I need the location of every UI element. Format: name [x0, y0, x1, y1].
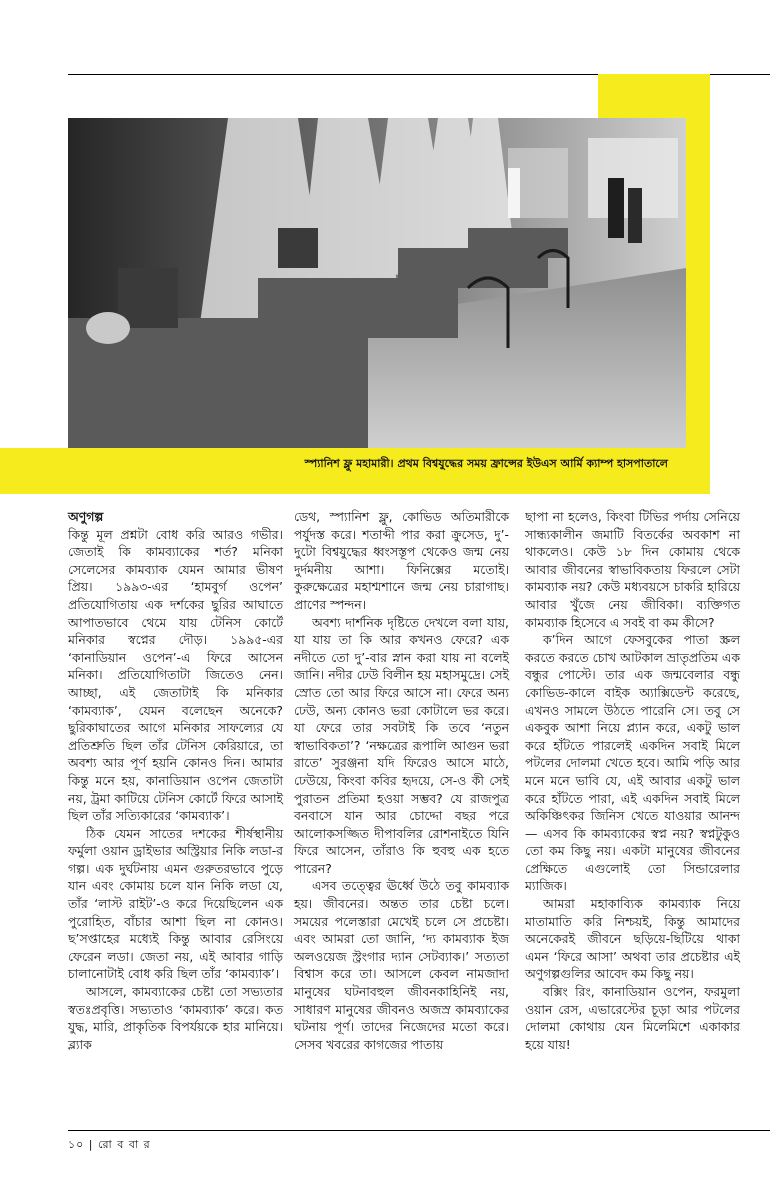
- paragraph: ক’দিন আগে ফেসবুকের পাতা স্ক্রল করতে করতে চোখ আটকাল ভ্রাতৃপ্রতিম এক বন্ধুর পোস্টে। তার এক জন্মবেলার বন্ধু কোভিড-কালে বাইক অ্যাক্সিডেন্ট করেছে, এখনও সামলে উঠতে পারেনি সে। তবু সে একবুক আশা নিয়ে প্ল্যান করে, একটু ভাল করে হাঁটতে পারলেই একদিন সবাই মিলে পটলের দোলমা খেতে হবে। আমি পড়ি আর মনে মনে ভাবি যে, এই আবার একটু ভাল করে হাঁটতে পারা, এই একদিন সবাই মিলে অকিঞ্চিৎকর জিনিস খেতে যাওয়ার আনন্দ— এসব কি কামব্যাকের স্বপ্ন নয়? স্বপ্নটুকুও তো কম কিছু নয়। একটা মানুষের জীবনের প্রেক্ষিতে এগুলোই তো সিন্ডারেলার ম্যাজিক।: [525, 632, 740, 894]
- footer-separator: |: [88, 1138, 94, 1151]
- hospital-ward-photo: [68, 118, 686, 448]
- paragraph: ডেথ, স্প্যানিশ ফ্লু, কোভিড অতিমারীকে পর্যুদস্ত করে। শতাব্দী পার করা ক্রুসেড, দু’-দুটো বিশ্বযুদ্ধের ধ্বংসস্তূপ থেকেও জন্ম নেয় দুর্দমনীয় আশা। ফিনিক্সের মতোই। কুরুক্ষেত্রের মহাশ্মশানে জন্ম নেয় চারাগাছ। প্রাণের স্পন্দন।: [294, 509, 509, 612]
- paragraph: কিন্তু মূল প্রশ্নটা বোধ করি আরও গভীর। জেতাই কি কামব্যাকের শর্ত? মনিকা সেলেসের কামব্যাক যেমন আমার ভীষণ প্রিয়। ১৯৯৩-এর ‘হামবুর্গ ওপেন’ প্রতিযোগিতায় এক দর্শকের ছুরির আঘাতে আপাতভাবে থেমে যায় টেনিস কোর্টে মনিকার স্বপ্নের দৌড়। ১৯৯৫-এর ‘কানাডিয়ান ওপেন’-এ ফিরে আসেন মনিকা। প্রতিযোগিতাটা জিতেও নেন। আচ্ছা, এই জেতাটাই কি মনিকার ‘কামব্যাক’, যেমন বলেছেন অনেকে? ছুরিকাঘাতের আগে মনিকার সাফল্যের যে প্রতিশ্রুতি ছিল তাঁর টেনিস কেরিয়ারে, তা অবশ্য আর পূর্ণ হয়নি কোনও দিন। আমার কিন্তু মনে হয়, কানাডিয়ান ওপেন জেতাটা নয়, ট্রমা কাটিয়ে টেনিস কোর্টে ফিরে আসাই ছিল তাঁর সত্যিকারের ‘কামব্যাক’।: [68, 526, 283, 824]
- article-column-2: [294, 508, 509, 1053]
- magazine-name: রো ব বা র: [98, 1138, 151, 1151]
- paragraph: আসলে, কামব্যাকের চেষ্টা তো সভ্যতার স্বতঃপ্রবৃত্তি। সভ্যতাও ‘কামব্যাক’ করে। কত যুদ্ধ, মারি, প্রাকৃতিক বিপর্যয়কে হার মানিয়ে। ব্ল্যাক: [68, 984, 283, 1052]
- photo-caption: স্প্যানিশ ফ্লু মহামারী। প্রথম বিশ্বযুদ্ধের সময় ফ্রান্সের ইউএস আর্মি ক্যাম্প হাসপাতালে: [304, 457, 668, 470]
- page-footer: [68, 1136, 151, 1155]
- paragraph: ছাপা না হলেও, কিংবা টিভির পর্দায় সেনিয়ে সান্ধ্যকালীন জমাটি বিতর্কের অবকাশ না থাকলেও। কেউ ১৮ দিন কোমায় থেকে আবার জীবনের স্বাভাবিকতায় ফিরলে সেটা কামব্যাক নয়? কেউ মধ্যবয়সে চাকরি হারিয়ে আবার খুঁজে নেয় জীবিকা। ব্যক্তিগত কামব্যাক হিসেবে এ সবই বা কম কীসে?: [525, 509, 740, 630]
- footer-rule: [68, 1130, 770, 1131]
- paragraph: ঠিক যেমন সাতের দশকের শীর্ষস্থানীয় ফর্মুলা ওয়ান ড্রাইভার অস্ট্রিয়ার নিকি লডা-র গল্প। এক দুর্ঘটনায় এমন গুরুতরভাবে পুড়ে যান এবং কোমায় চলে যান নিকি লডা যে, তাঁর ‘লাস্ট রাইট’-ও করে দিয়েছিলেন এক পুরোহিত, বাঁচার আশা ছিল না কোনও। ছ’সপ্তাহের মধ্যেই কিন্তু আবার রেসিংয়ে ফেরেন লডা। জেতা নয়, এই আবার গাড়ি চালানোটাই বোধ করি ছিল তাঁর ‘কামব্যাক’।: [68, 825, 283, 982]
- article-column-1: [68, 508, 283, 1053]
- byline: অণুগল্প: [68, 509, 104, 524]
- page-number: ১০: [68, 1138, 85, 1151]
- paragraph: অবশ্য দার্শনিক দৃষ্টিতে দেখলে বলা যায়, যা যায় তা কি আর কখনও ফেরে? এক নদীতে তো দু’-বার স্নান করা যায় না বলেই জানি। নদীর ঢেউ বিলীন হয় মহাসমুদ্রে। সেই স্রোত তো আর ফিরে আসে না। ফেরে অন্য ঢেউ, অন্য কোনও ভরা কোটালে ভর করে। যা ফেরে তার সবটাই কি তবে ‘নতুন স্বাভাবিকতা’? ‘নক্ষত্রের রূপালি আগুন ভরা রাতে’ সুরঞ্জনা যদি ফিরেও আসে মাঠে, ঢেউয়ে, কিংবা কবির হৃদয়ে, সে-ও কী সেই পুরাতন প্রতিমা হওয়া সম্ভব? যে রাজপুত্র বনবাসে যান আর চোদ্দো বছর পরে আলোকসজ্জিত দীপাবলির রোশনাইতে যিনি ফিরে আসেন, তাঁরাও কি হুবহু এক হতে পারেন?: [294, 614, 509, 876]
- article-column-3: [525, 508, 740, 1053]
- paragraph: আমরা মহাকাব্যিক কামব্যাক নিয়ে মাতামাতি করি নিশ্চয়ই, কিন্তু আমাদের অনেকেরই জীবনে ছড়িয়ে-ছিটিয়ে থাকা এমন ‘ফিরে আসা’ অথবা তার প্রচেষ্টার এই অণুগল্পগুলির আবেদ কম কিছু নয়।: [525, 896, 740, 982]
- photo-illustration: [68, 118, 686, 448]
- paragraph: এসব তত্ত্বের ঊর্ধ্বে উঠে তবু কামব্যাক হয়। জীবনের। অন্তত তার চেষ্টা চলে। সময়ের পলেস্তারা মেখেই চলে সে প্রচেষ্টা। এবং আমরা তো জানি, ‘দ্য কামব্যাক ইজ অলওয়েজ স্ট্রংগার দ্যান সেটব্যাক।’ সত্যতা বিশ্বাস করে তা। আসলে কেবল নামজাদা মানুষের ঘটনাবহুল জীবনকাহিনিই নয়, সাধারণ মানুষের জীবনও অজস্র কামব্যাকের ঘটনায় পূর্ণ। তাদের নিজেদের মতো করে। সেসব খবরের কাগজের পাতায়: [294, 878, 509, 1052]
- paragraph: বক্সিং রিং, কানাডিয়ান ওপেন, ফরমুলা ওয়ান রেস, এভারেস্টের চূড়া আর পটলের দোলমা কোথায় যেন মিলেমিশে একাকার হয়ে যায়!: [525, 984, 740, 1052]
